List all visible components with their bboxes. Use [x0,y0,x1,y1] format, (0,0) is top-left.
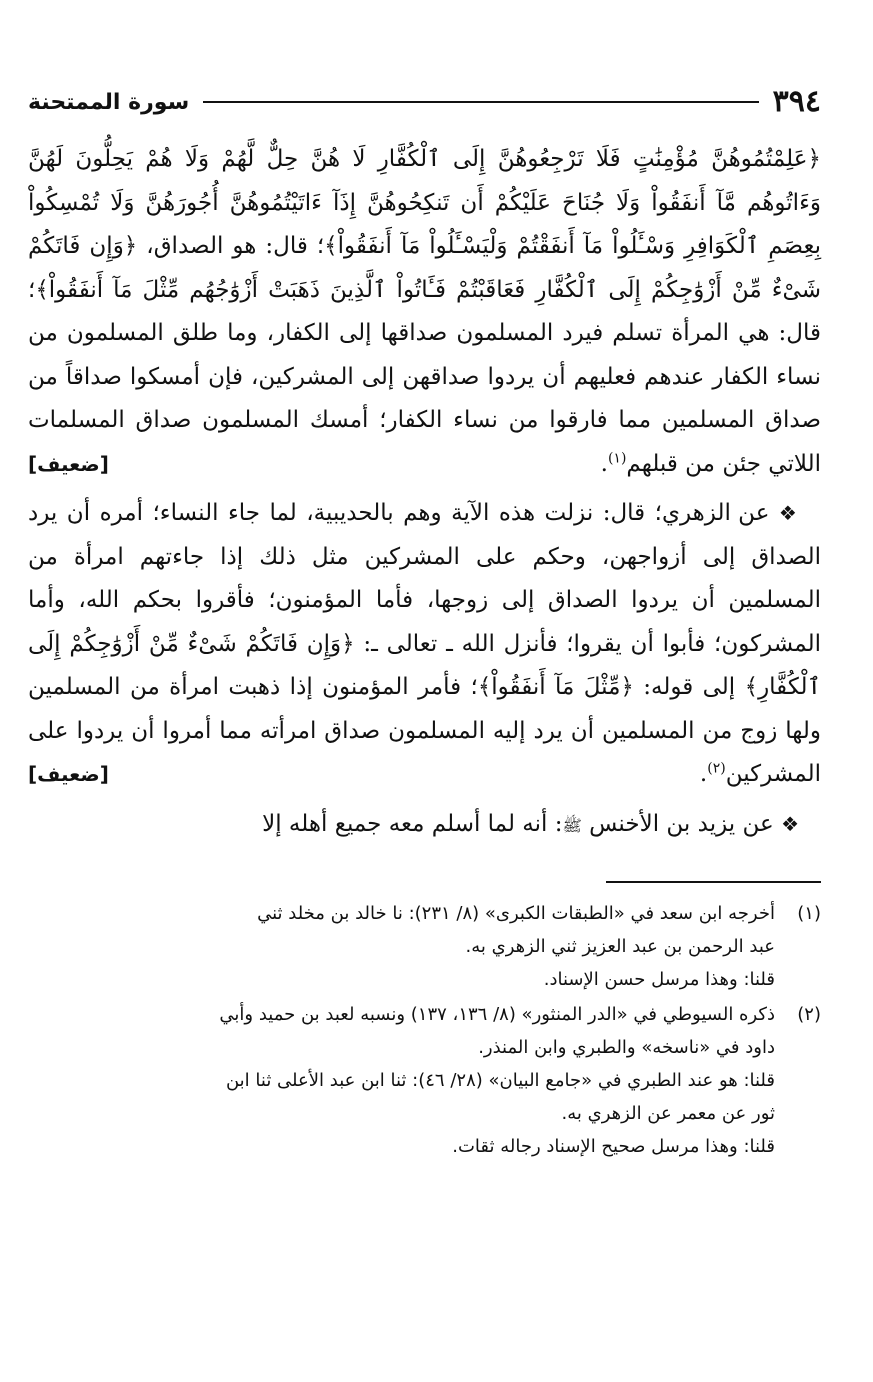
footnote-line: ثور عن معمر عن الزهري به. [561,1103,775,1124]
page-header [28,80,821,124]
paragraph-text: إلى قوله: [633,674,745,700]
quran-verse: ﴿عَلِمْتُمُوهُنَّ مُؤْمِنَٰتٍ فَلَا تَرْجِعُوهُنَّ إِلَى ٱلْكُفَّارِ لَا هُنَّ حِلٌّ لَّهُمْ وَلَا هُمْ يَحِلُّونَ لَهُنَّ وَءَاتُوهُم مَّآ أَنفَقُواْ وَلَا جُنَاحَ عَلَيْكُمْ أَن تَنكِحُوهُنَّ إِذَآ ءَاتَيْتُمُوهُنَّ أُجُورَهُنَّ وَلَا تُمْسِكُواْ بِعِصَمِ ٱلْكَوَافِرِ وَسْـَٔلُواْ مَآ أَنفَقْتُمْ وَلْيَسْـَٔلُواْ مَآ أَنفَقُواْ﴾ [28,146,821,259]
diamond-bullet-icon: ❖ [781,811,799,836]
footnote-1 [28,897,821,996]
footnote-line: أخرجه ابن سعد في «الطبقات الكبرى» (٨/ ٢٣١): نا خالد بن مخلد ثني [257,903,775,924]
footnote-line: قلنا: وهذا مرسل صحيح الإسناد رجاله ثقات. [452,1136,775,1157]
footnote-line: قلنا: هو عند الطبري في «جامع البيان» (٢٨/ ٤٦): ثنا ابن عبد الأعلى ثنا ابن [225,1070,775,1091]
header-rule [203,101,758,103]
grade-label: [ضعيف] [28,762,109,786]
book-page [28,80,821,1342]
sentence-end: . [600,450,608,477]
paragraph-text: : أنه لما أسلم معه جميع أهله إلا [262,810,563,837]
footnote-line: عبد الرحمن بن عبد العزيز ثني الزهري به. [465,936,775,957]
surah-title: سورة الممتحنة [28,89,190,115]
sentence-end: . [699,761,708,787]
paragraph-1 [28,138,821,486]
quran-verse: ﴿وَإِن فَاتَكُمْ شَىْءٌ مِّنْ أَزْوَٰجِكُمْ إِلَى ٱلْكُفَّارِ فَعَاقَبْتُمْ فَـَٔاتُواْ ٱلَّذِينَ ذَهَبَتْ أَزْوَٰجُهُم مِّثْلَ مَآ أَنفَقُواْ﴾ [28,233,821,303]
footnote-number: (٢) [797,1004,821,1025]
paragraph-text: ؛ فأمر المؤمنون إذا ذهبت امرأة من المسلمين ولها زوج من المسلمين أن يرد إليه المسلمون صداق امرأته مما أمروا أن يردوا على المشركين [28,674,821,787]
quran-verse: ﴿وَإِن فَاتَكُمْ شَىْءٌ مِّنْ أَزْوَٰجِكُمْ إِلَى ٱلْكُفَّارِ﴾ [28,630,822,700]
paragraph-text: ؛ قال: هو الصداق، [137,233,325,259]
footnote-ref-1[interactable]: (١) [607,449,627,466]
footnote-line: قلنا: وهذا مرسل حسن الإسناد. [543,969,775,990]
footnote-number: (١) [797,903,821,924]
page-number: ٣٩٤ [772,84,821,119]
diamond-bullet-icon: ❖ [778,501,799,525]
grade-label: [ضعيف] [28,451,109,476]
honorific-glyph: ﷺ [562,815,582,835]
footnotes-section [28,897,821,1163]
quran-verse: ﴿مِّثْلَ مَآ أَنفَقُواْ﴾ [477,674,634,700]
footnote-ref-2[interactable]: (٢) [707,760,726,777]
paragraph-3 [28,803,821,848]
footnote-separator [606,881,821,883]
paragraph-2 [28,492,821,797]
footnote-2 [28,998,821,1163]
paragraph-text: عن يزيد بن الأخنس [581,810,774,837]
paragraph-text: ؛ قال: هي المرأة تسلم فيرد المسلمون صداقها إلى الكفار، وما طلق المسلمون من نساء الكفار عندهم فعليهم أن يردوا صداقهن إلى المشركين، فإن أمسكوا صداقاً من صداق المسلمين مما فارقوا من نساء الكفار؛ أمسك المسلمون صداق المسلمات اللاتي جئن من قبلهم [28,276,821,477]
footnote-line: ذكره السيوطي في «الدر المنثور» (٨/ ١٣٦، ١٣٧) ونسبه لعبد بن حميد وأبي [219,1004,775,1025]
main-text [28,138,821,847]
footnote-line: داود في «ناسخه» والطبري وابن المنذر. [478,1037,775,1058]
paragraph-text: عن الزهري؛ قال: نزلت هذه الآية وهم بالحديبية، لما جاء النساء؛ أمره أن يرد الصداق إلى أزواجهن، وحكم على المشركين مثل ذلك إذا جاءتهم امرأة من المسلمين أن يردوا الصداق إلى زوجها، فأما المؤمنون؛ فأقروا بحكم الله، وأما المشركون؛ فأبوا أن يقروا؛ فأنزل الله ـ تعالى ـ: [28,500,821,657]
